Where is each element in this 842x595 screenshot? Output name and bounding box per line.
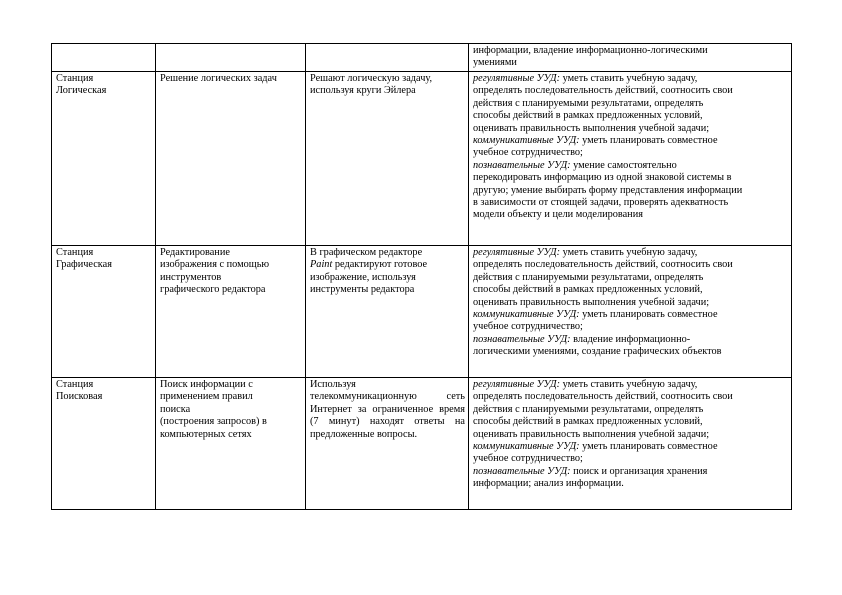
activity-paragraph: Используя телекоммуникационную сеть Интернет за ограниченное время (7 минут) находят ответы на предложенные вопросы. xyxy=(310,379,465,440)
cell-uud xyxy=(469,246,792,378)
uud-regulative xyxy=(473,247,788,259)
text-line: учебное сотрудничество; xyxy=(473,321,583,333)
uud-communicative xyxy=(473,309,788,321)
cell-uud-continuation xyxy=(469,44,792,72)
cell-task-empty xyxy=(156,44,306,72)
text-line: в зависимости от стоящей задачи, проверять адекватность xyxy=(473,197,729,209)
text-line: способы действий в рамках предложенных условий, xyxy=(473,110,703,122)
text-line: определять последовательность действий, соотносить свои xyxy=(473,85,733,97)
uud-regulative xyxy=(473,379,788,391)
uud-text: уметь ставить учебную задачу, xyxy=(560,379,698,390)
text-line: перекодировать информацию из одной знаковой системы в xyxy=(473,172,732,184)
lesson-table xyxy=(51,43,792,510)
uud-label: познавательные УУД: xyxy=(473,333,571,345)
task-line: Редактирование xyxy=(160,247,230,258)
uud-text: владение информационно- xyxy=(570,333,691,345)
uud-cognitive xyxy=(473,160,788,172)
cell-station xyxy=(52,246,156,378)
text-line: оценивать правильность выполнения учебной задачи; xyxy=(473,296,710,308)
text-line: учебное сотрудничество; xyxy=(473,453,583,465)
text-line: модели объекту и цели моделирования xyxy=(473,209,643,221)
uud-communicative xyxy=(473,135,788,147)
table-row-continuation xyxy=(52,44,792,72)
cell-uud xyxy=(469,378,792,510)
text-line: действия с планируемыми результатами, определять xyxy=(473,403,704,415)
uud-label: коммуникативные УУД: xyxy=(473,309,580,321)
cell-activity xyxy=(306,378,469,510)
station-name: Поисковая xyxy=(56,391,103,403)
task-line: Решение логических задач xyxy=(160,73,277,84)
uud-communicative xyxy=(473,441,788,453)
task-line: применением правил xyxy=(160,391,253,403)
uud-text: уметь планировать совместное xyxy=(579,135,718,147)
table-row-logical-station xyxy=(52,72,792,246)
cell-task xyxy=(156,378,306,510)
activity-text: редактируют готовое xyxy=(332,259,428,271)
uud-regulative xyxy=(473,73,788,85)
table-row-search-station xyxy=(52,378,792,510)
uud-label: коммуникативные УУД: xyxy=(473,441,580,453)
table-row-graphic-station xyxy=(52,246,792,378)
task-line: инструментов xyxy=(160,271,222,283)
activity-line: изображение, используя xyxy=(310,271,416,283)
paint-app-name: Paint xyxy=(310,259,333,271)
station-title: Станция xyxy=(56,247,94,258)
cell-station xyxy=(52,72,156,246)
station-name: Логическая xyxy=(56,85,107,97)
text-line: способы действий в рамках предложенных условий, xyxy=(473,284,703,296)
text-line: другую; умение выбирать форму представления информации xyxy=(473,184,743,196)
cell-task xyxy=(156,246,306,378)
uud-cognitive xyxy=(473,466,788,478)
task-line: Поиск информации с xyxy=(160,379,253,390)
text-line: определять последовательность действий, соотносить свои xyxy=(473,391,733,403)
task-line: (построения запросов) в xyxy=(160,416,267,428)
uud-label: регулятивные УУД: xyxy=(473,73,561,84)
uud-text: поиск и организация хранения xyxy=(570,465,708,477)
uud-label: познавательные УУД: xyxy=(473,159,571,171)
cell-activity xyxy=(306,246,469,378)
text-line: оценивать правильность выполнения учебной задачи; xyxy=(473,122,710,134)
uud-text: уметь ставить учебную задачу, xyxy=(560,247,698,258)
cell-station xyxy=(52,378,156,510)
cell-uud xyxy=(469,72,792,246)
activity-line: используя круги Эйлера xyxy=(310,85,416,97)
text-line: действия с планируемыми результатами, определять xyxy=(473,97,704,109)
uud-label: коммуникативные УУД: xyxy=(473,135,580,147)
station-name: Графическая xyxy=(56,259,112,271)
uud-text: уметь планировать совместное xyxy=(579,309,718,321)
uud-text: уметь планировать совместное xyxy=(579,441,718,453)
text-line: логическими умениями, создание графических объектов xyxy=(473,346,722,358)
text-line: оценивать правильность выполнения учебной задачи; xyxy=(473,428,710,440)
activity-line xyxy=(310,259,465,271)
task-line: поиска xyxy=(160,403,191,415)
uud-text: умение самостоятельно xyxy=(570,159,677,171)
activity-line: Решают логическую задачу, xyxy=(310,73,433,84)
cell-activity xyxy=(306,72,469,246)
text-line: умениями xyxy=(473,57,517,69)
text-line: способы действий в рамках предложенных условий, xyxy=(473,416,703,428)
activity-line: В графическом редакторе xyxy=(310,247,423,258)
task-line: компьютерных сетях xyxy=(160,428,252,440)
text-line: информации; анализ информации. xyxy=(473,478,624,490)
text-line: учебное сотрудничество; xyxy=(473,147,583,159)
text-line: определять последовательность действий, соотносить свои xyxy=(473,259,733,271)
uud-cognitive xyxy=(473,334,788,346)
cell-activity-empty xyxy=(306,44,469,72)
text-line: действия с планируемыми результатами, определять xyxy=(473,271,704,283)
uud-text: уметь ставить учебную задачу, xyxy=(560,73,698,84)
task-line: изображения с помощью xyxy=(160,259,270,271)
text-line: информации, владение информационно-логическими xyxy=(473,45,708,56)
uud-label: регулятивные УУД: xyxy=(473,379,561,390)
uud-label: регулятивные УУД: xyxy=(473,247,561,258)
task-line: графического редактора xyxy=(160,284,266,296)
activity-line: инструменты редактора xyxy=(310,284,415,296)
cell-station-empty xyxy=(52,44,156,72)
cell-task xyxy=(156,72,306,246)
station-title: Станция xyxy=(56,73,94,84)
uud-label: познавательные УУД: xyxy=(473,465,571,477)
station-title: Станция xyxy=(56,379,94,390)
